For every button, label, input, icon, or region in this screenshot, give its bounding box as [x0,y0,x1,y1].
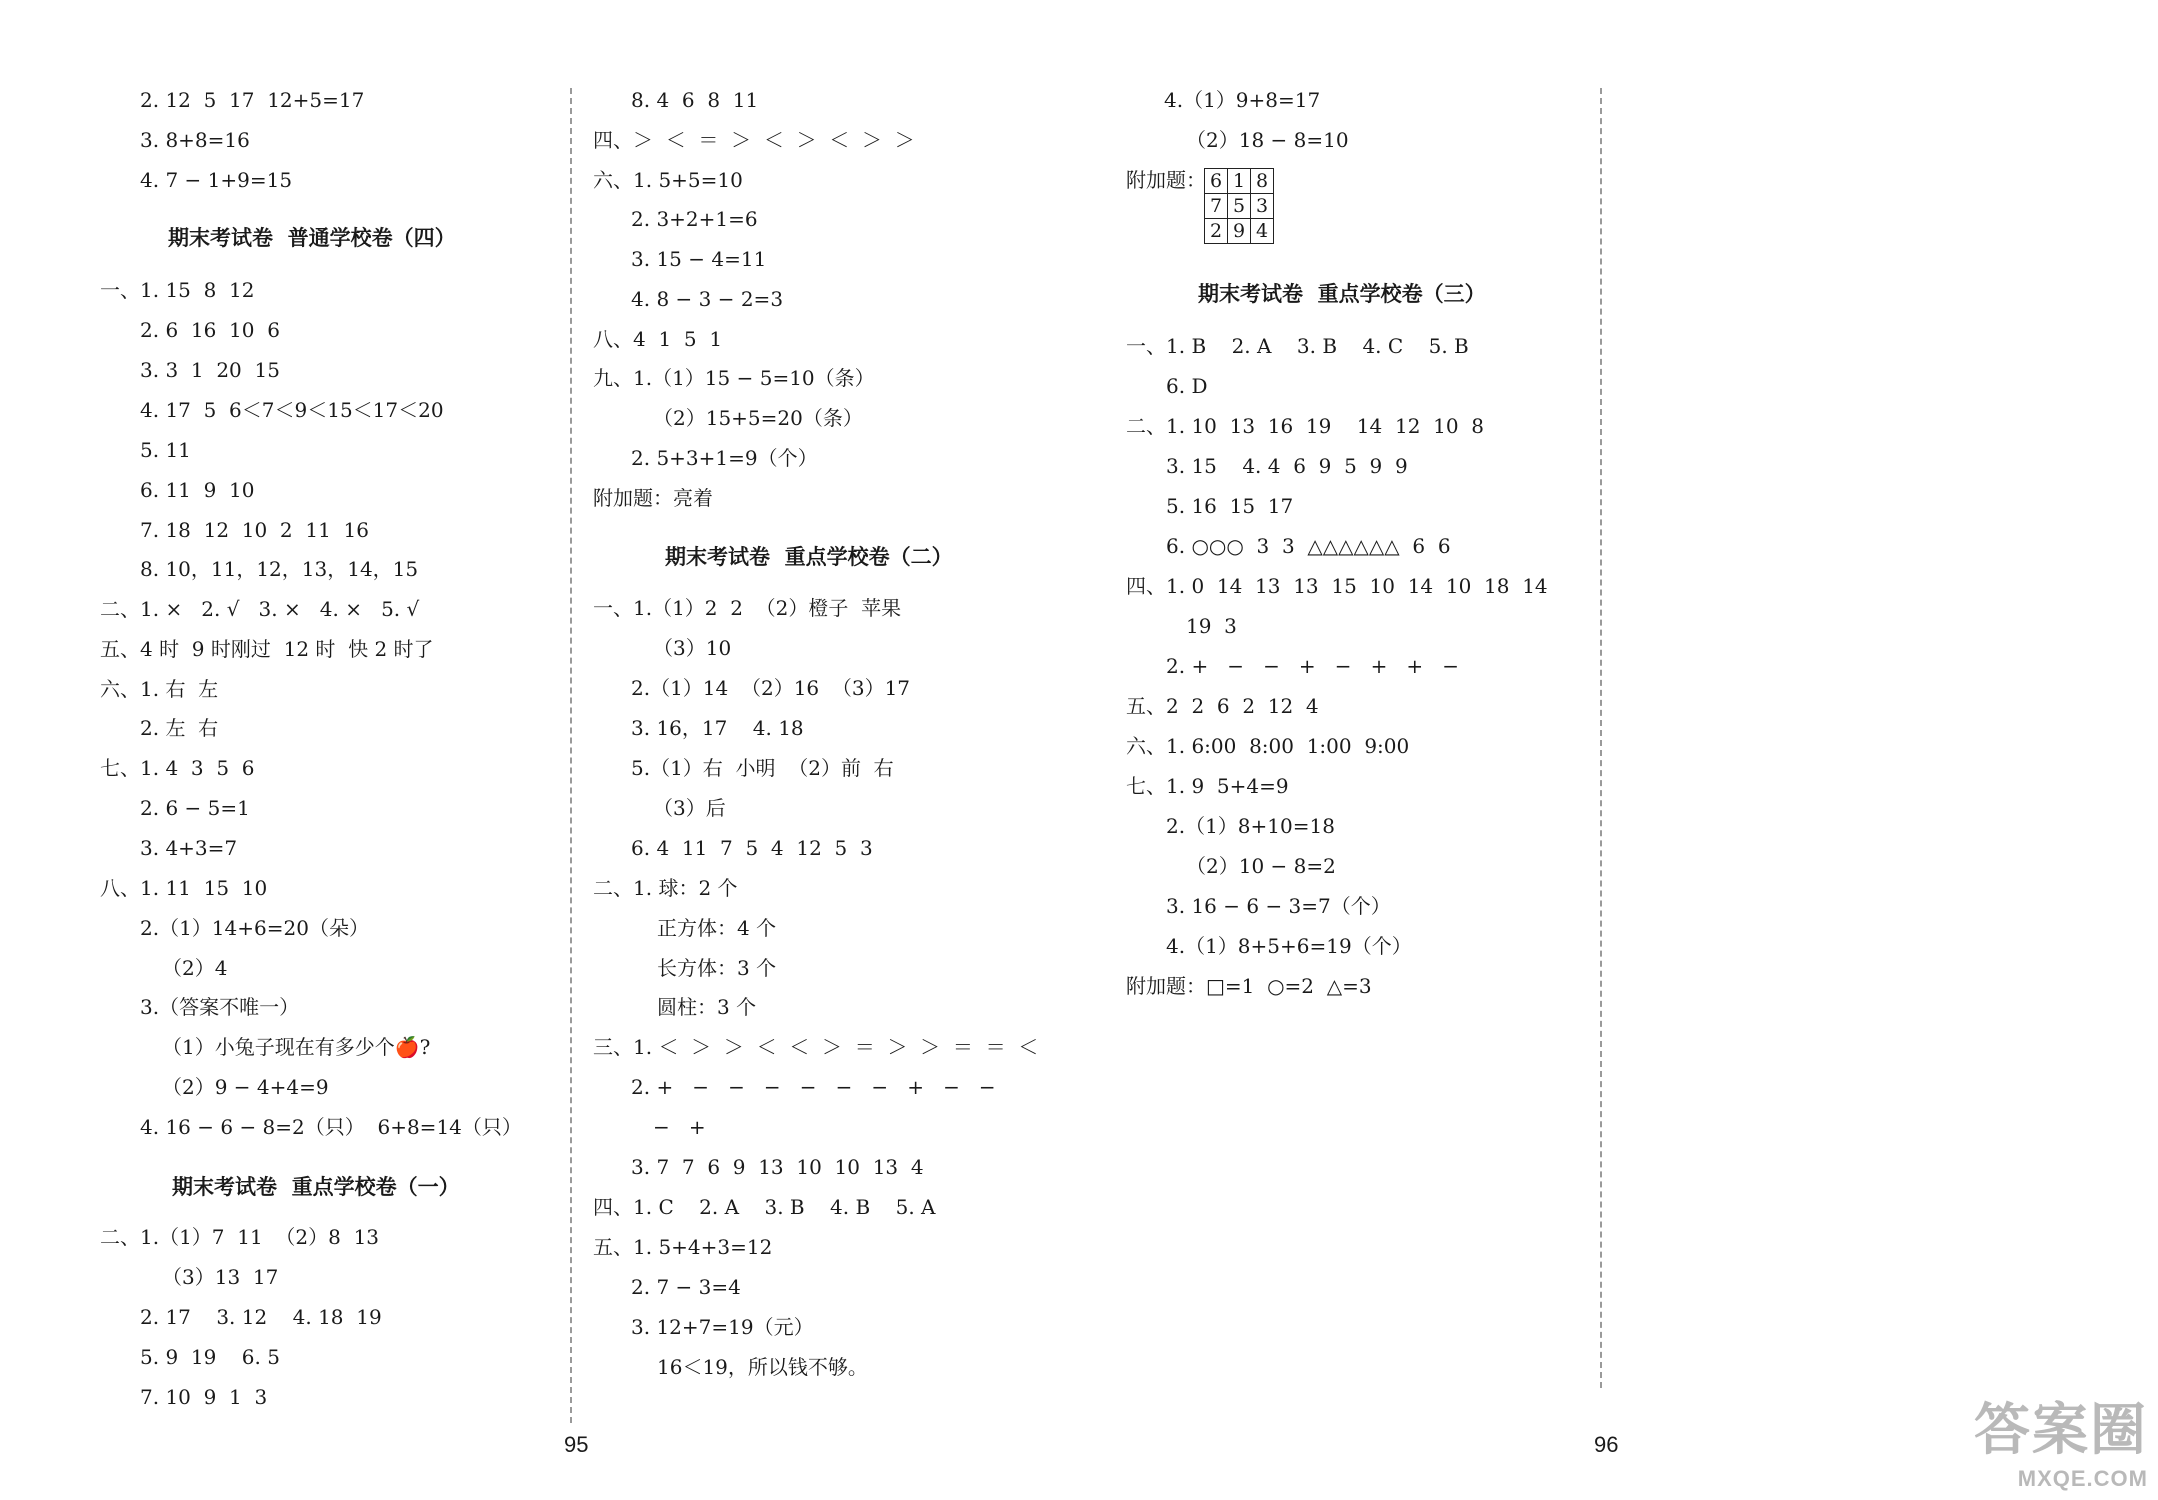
answer-line: 4.（1）8+5+6=19（个） [1166,934,1412,958]
section-title: 期末考试卷 普通学校卷（四） [168,226,456,250]
answer-line: （1）小兔子现在有多少个🍎? [162,1035,431,1059]
section-title: 期末考试卷 重点学校卷（二） [665,545,953,569]
answer-line: 四、1. 0 14 13 13 15 10 14 10 18 14 [1126,574,1548,598]
column-divider [1600,88,1602,1388]
answer-line: 2.（1）14 （2）16 （3）17 [631,676,911,700]
answer-line: 2. 3+2+1=6 [631,207,758,231]
answer-line: 3.（答案不唯一） [140,995,300,1019]
page-number-left: 95 [564,1432,589,1457]
answer-line: 19 3 [1186,614,1237,638]
answer-line: 3. 8+8=16 [140,128,250,152]
answer-line: 3. 12+7=19（元） [631,1315,814,1339]
answer-line: 一、1.（1）2 2 （2）橙子 苹果 [593,596,902,620]
answer-line: 一、1. B 2. A 3. B 4. C 5. B [1126,334,1469,358]
answer-line: 二、1. 10 13 16 19 14 12 10 8 [1126,414,1485,438]
answer-line: 一、1. 15 8 12 [100,278,255,302]
answer-line: 8. 10，11，12，13，14，15 [140,557,419,581]
answer-line: 6. D [1166,374,1208,398]
answer-line: 5.（1）右 小明 （2）前 右 [631,756,894,780]
left-column [0,0,560,1420]
grid-cell: 4 [1251,219,1274,244]
answer-line: （2）15+5=20（条） [653,406,863,430]
answer-line: 2. 5+3+1=9（个） [631,446,818,470]
answer-line: 5. 16 15 17 [1166,494,1294,518]
answer-line: 2. + − − − − − − + − − [631,1075,996,1099]
answer-line: 六、1. 5+5=10 [593,168,743,192]
answer-line: （3）13 17 [162,1265,279,1289]
grid-cell: 1 [1228,169,1251,194]
column-divider [570,88,572,1423]
answer-line: 4. 7 − 1+9=15 [140,168,293,192]
section-title: 期末考试卷 重点学校卷（三） [1198,282,1486,306]
watermark [1974,1386,2148,1492]
answer-line: 7. 10 9 1 3 [140,1385,268,1409]
answer-line: 3. 16，17 4. 18 [631,716,804,740]
answer-line: （2）4 [162,956,228,980]
answer-line: 16＜19，所以钱不够。 [657,1355,868,1379]
answer-line: 3. 7 7 6 9 13 10 10 13 4 [631,1155,924,1179]
answer-line: 8. 4 6 8 11 [631,88,759,112]
answer-line: 长方体：3 个 [657,956,777,980]
answer-line: 3. 4+3=7 [140,836,238,860]
middle-column [575,0,1135,1420]
grid-cell: 3 [1251,194,1274,219]
answer-line: （2）9 − 4+4=9 [162,1075,329,1099]
answer-line: − + [653,1115,706,1139]
answer-line: 5. 11 [140,438,191,462]
answer-line: 五、1. 5+4+3=12 [593,1235,773,1259]
answer-line: 2. + − − + − + + − [1166,654,1460,678]
answer-line: 五、2 2 6 2 12 4 [1126,694,1319,718]
answer-line: 四、1. C 2. A 3. B 4. B 5. A [593,1195,936,1219]
answer-line: 2.（1）8+10=18 [1166,814,1335,838]
page-number-right: 96 [1594,1432,1619,1457]
answer-line: （2）18 − 8=10 [1186,128,1349,152]
answer-line: 2. 左 右 [140,716,219,740]
answer-line: （2）10 − 8=2 [1186,854,1336,878]
grid-cell: 2 [1205,219,1228,244]
answer-line: 2. 6 16 10 6 [140,318,280,342]
answer-line: （3）10 [653,636,732,660]
grid-cell: 5 [1228,194,1251,219]
answer-line: 七、1. 9 5+4=9 [1126,774,1289,798]
section-title: 期末考试卷 重点学校卷（一） [172,1175,460,1199]
answer-line: 七、1. 4 3 5 6 [100,756,255,780]
answer-line: 三、1. ＜ ＞ ＞ ＜ ＜ ＞ ＝ ＞ ＞ ＝ ＝ ＜ [593,1035,1039,1059]
answer-line: 3. 15 − 4=11 [631,247,767,271]
answer-line: 6. 4 11 7 5 4 12 5 3 [631,836,873,860]
answer-line: 正方体：4 个 [657,916,777,940]
watermark-url: MXQE.COM [2017,1466,2148,1491]
answer-line: 6. 11 9 10 [140,478,255,502]
answer-line: 八、1. 11 15 10 [100,876,268,900]
magic-square-grid [1204,168,1274,244]
answer-line: 九、1.（1）15 − 5=10（条） [593,366,875,390]
grid-cell: 9 [1228,219,1251,244]
answer-line: 六、1. 6:00 8:00 1:00 9:00 [1126,734,1410,758]
answer-line: 六、1. 右 左 [100,677,219,701]
answer-line: 3. 16 − 6 − 3=7（个） [1166,894,1391,918]
answer-line: 二、1. × 2. √ 3. × 4. × 5. √ [100,597,420,621]
answer-line: 2. 7 − 3=4 [631,1275,741,1299]
answer-line: 2. 6 − 5=1 [140,796,250,820]
right-column [1120,0,1600,1420]
answer-line: 4. 16 − 6 − 8=2（只） 6+8=14（只） [140,1115,522,1139]
answer-line: 5. 9 19 6. 5 [140,1345,280,1369]
answer-line: 2. 17 3. 12 4. 18 19 [140,1305,382,1329]
answer-line: 6. ○○○ 3 3 △△△△△△ 6 6 [1166,534,1451,558]
grid-cell: 7 [1205,194,1228,219]
answer-line: 五、4 时 9 时刚过 12 时 快 2 时了 [100,637,434,661]
answer-line: 二、1. 球：2 个 [593,876,738,900]
answer-line: 2. 12 5 17 12+5=17 [140,88,365,112]
answer-line: 四、＞ ＜ ＝ ＞ ＜ ＞ ＜ ＞ ＞ [593,128,915,152]
answer-line: 7. 18 12 10 2 11 16 [140,518,369,542]
watermark-logo: 答案圈 [1974,1398,2148,1461]
answer-line: 圆柱：3 个 [657,995,757,1019]
answer-line: 八、4 1 5 1 [593,327,723,351]
answer-line: 附加题：亮着 [593,486,713,510]
grid-cell: 8 [1251,169,1274,194]
answer-line: （3）后 [653,796,726,820]
answer-line: 附加题： [1126,168,1206,192]
answer-line: 4.（1）9+8=17 [1164,88,1321,112]
answer-line: 3. 15 4. 4 6 9 5 9 9 [1166,454,1408,478]
answer-line: 3. 3 1 20 15 [140,358,280,382]
answer-line: 二、1.（1）7 11 （2）8 13 [100,1225,380,1249]
answer-line: 4. 17 5 6＜7＜9＜15＜17＜20 [140,398,444,422]
answer-line: 4. 8 − 3 − 2=3 [631,287,784,311]
grid-cell: 6 [1205,169,1228,194]
answer-line: 附加题：□=1 ○=2 △=3 [1126,974,1372,998]
answer-line: 2.（1）14+6=20（朵） [140,916,369,940]
